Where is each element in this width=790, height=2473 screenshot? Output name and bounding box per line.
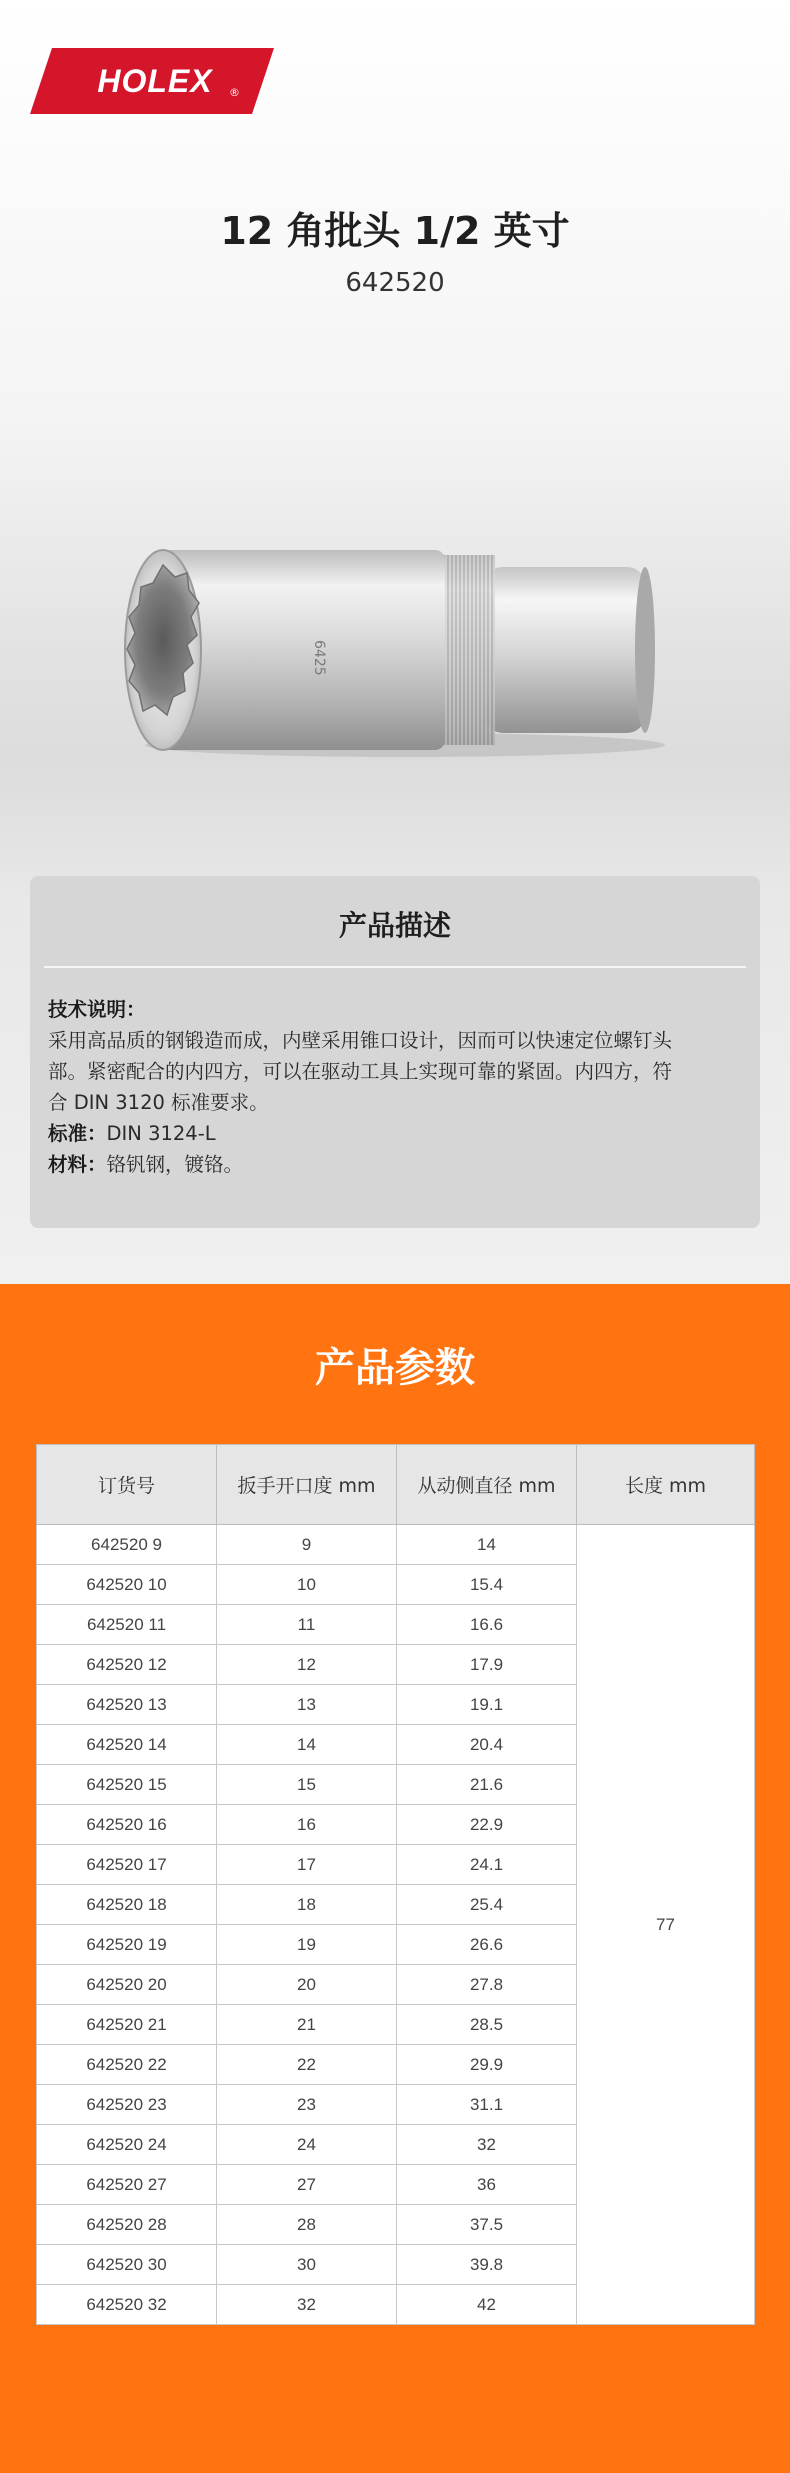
order-no-cell: 642520 17: [37, 1845, 217, 1885]
material-value: 铬钒钢，镀铬。: [106, 1153, 244, 1176]
diameter-cell: 21.6: [397, 1765, 577, 1805]
diameter-cell: 39.8: [397, 2245, 577, 2285]
description-card: [30, 876, 760, 1228]
holex-logo: [30, 48, 274, 114]
tech-label: 技术说明：: [48, 998, 146, 1021]
opening-cell: 27: [217, 2165, 397, 2205]
opening-cell: 23: [217, 2085, 397, 2125]
opening-cell: 14: [217, 1725, 397, 1765]
order-no-cell: 642520 15: [37, 1765, 217, 1805]
order-no-cell: 642520 24: [37, 2125, 217, 2165]
socket-illustration: [115, 545, 675, 765]
opening-cell: 9: [217, 1525, 397, 1565]
spec-table-body: [37, 1525, 755, 2325]
product-code: 642520: [345, 268, 445, 298]
order-no-cell: 642520 10: [37, 1565, 217, 1605]
opening-cell: 16: [217, 1805, 397, 1845]
order-no-cell: 642520 30: [37, 2245, 217, 2285]
order-no-cell: 642520 19: [37, 1925, 217, 1965]
order-no-cell: 642520 13: [37, 1685, 217, 1725]
opening-cell: 12: [217, 1645, 397, 1685]
order-no-cell: 642520 22: [37, 2045, 217, 2085]
order-no-cell: 642520 16: [37, 1805, 217, 1845]
diameter-cell: 22.9: [397, 1805, 577, 1845]
material-label: 材料：: [48, 1153, 107, 1176]
diameter-cell: 29.9: [397, 2045, 577, 2085]
diameter-cell: 24.1: [397, 1845, 577, 1885]
order-no-cell: 642520 20: [37, 1965, 217, 2005]
description-body: [48, 994, 748, 1180]
order-no-cell: 642520 23: [37, 2085, 217, 2125]
opening-cell: 11: [217, 1605, 397, 1645]
order-no-cell: 642520 11: [37, 1605, 217, 1645]
socket-marking: 6425: [311, 640, 327, 676]
diameter-cell: 42: [397, 2285, 577, 2325]
diameter-cell: 19.1: [397, 1685, 577, 1725]
opening-cell: 20: [217, 1965, 397, 2005]
diameter-cell: 26.6: [397, 1925, 577, 1965]
logo-text: HOLEX: [97, 62, 213, 99]
column-header-diameter: 从动侧直径 mm: [397, 1445, 577, 1525]
opening-cell: 10: [217, 1565, 397, 1605]
opening-cell: 17: [217, 1845, 397, 1885]
opening-cell: 32: [217, 2285, 397, 2325]
description-divider: [44, 966, 746, 968]
diameter-cell: 36: [397, 2165, 577, 2205]
order-no-cell: 642520 27: [37, 2165, 217, 2205]
opening-cell: 24: [217, 2125, 397, 2165]
length-cell: 77: [577, 1525, 755, 2325]
opening-cell: 30: [217, 2245, 397, 2285]
order-no-cell: 642520 14: [37, 1725, 217, 1765]
order-no-cell: 642520 9: [37, 1525, 217, 1565]
diameter-cell: 32: [397, 2125, 577, 2165]
diameter-cell: 15.4: [397, 1565, 577, 1605]
socket-product-image: [115, 545, 675, 765]
table-header-row: [37, 1445, 755, 1525]
order-no-cell: 642520 12: [37, 1645, 217, 1685]
diameter-cell: 28.5: [397, 2005, 577, 2045]
diameter-cell: 27.8: [397, 1965, 577, 2005]
description-heading: 产品描述: [338, 909, 451, 942]
params-section: [0, 1284, 790, 2473]
diameter-cell: 17.9: [397, 1645, 577, 1685]
diameter-cell: 16.6: [397, 1605, 577, 1645]
tech-line-1: 采用高品质的钢锻造而成，内壁采用锥口设计，因而可以快速定位螺钉头: [48, 1029, 673, 1052]
column-header-opening: 扳手开口度 mm: [217, 1445, 397, 1525]
diameter-cell: 25.4: [397, 1885, 577, 1925]
diameter-cell: 20.4: [397, 1725, 577, 1765]
diameter-cell: 14: [397, 1525, 577, 1565]
tech-line-2: 部。紧密配合的内四方，可以在驱动工具上实现可靠的紧固。内四方，符: [48, 1060, 673, 1083]
params-heading: 产品参数: [315, 1345, 475, 1391]
product-title: 12 角批头 1/2 英寸: [220, 209, 570, 253]
opening-cell: 21: [217, 2005, 397, 2045]
opening-cell: 22: [217, 2045, 397, 2085]
column-header-length: 长度 mm: [577, 1445, 755, 1525]
column-header-order-no: 订货号: [37, 1445, 217, 1525]
standard-label: 标准：: [48, 1122, 107, 1145]
standard-value: DIN 3124-L: [106, 1122, 216, 1145]
registered-mark: ®: [229, 86, 240, 99]
opening-cell: 15: [217, 1765, 397, 1805]
diameter-cell: 31.1: [397, 2085, 577, 2125]
opening-cell: 18: [217, 1885, 397, 1925]
order-no-cell: 642520 21: [37, 2005, 217, 2045]
order-no-cell: 642520 18: [37, 1885, 217, 1925]
opening-cell: 28: [217, 2205, 397, 2245]
order-no-cell: 642520 28: [37, 2205, 217, 2245]
opening-cell: 13: [217, 1685, 397, 1725]
spec-table: [36, 1444, 755, 2325]
opening-cell: 19: [217, 1925, 397, 1965]
table-row: [37, 1525, 755, 1565]
diameter-cell: 37.5: [397, 2205, 577, 2245]
tech-line-3: 合 DIN 3120 标准要求。: [48, 1091, 269, 1114]
order-no-cell: 642520 32: [37, 2285, 217, 2325]
